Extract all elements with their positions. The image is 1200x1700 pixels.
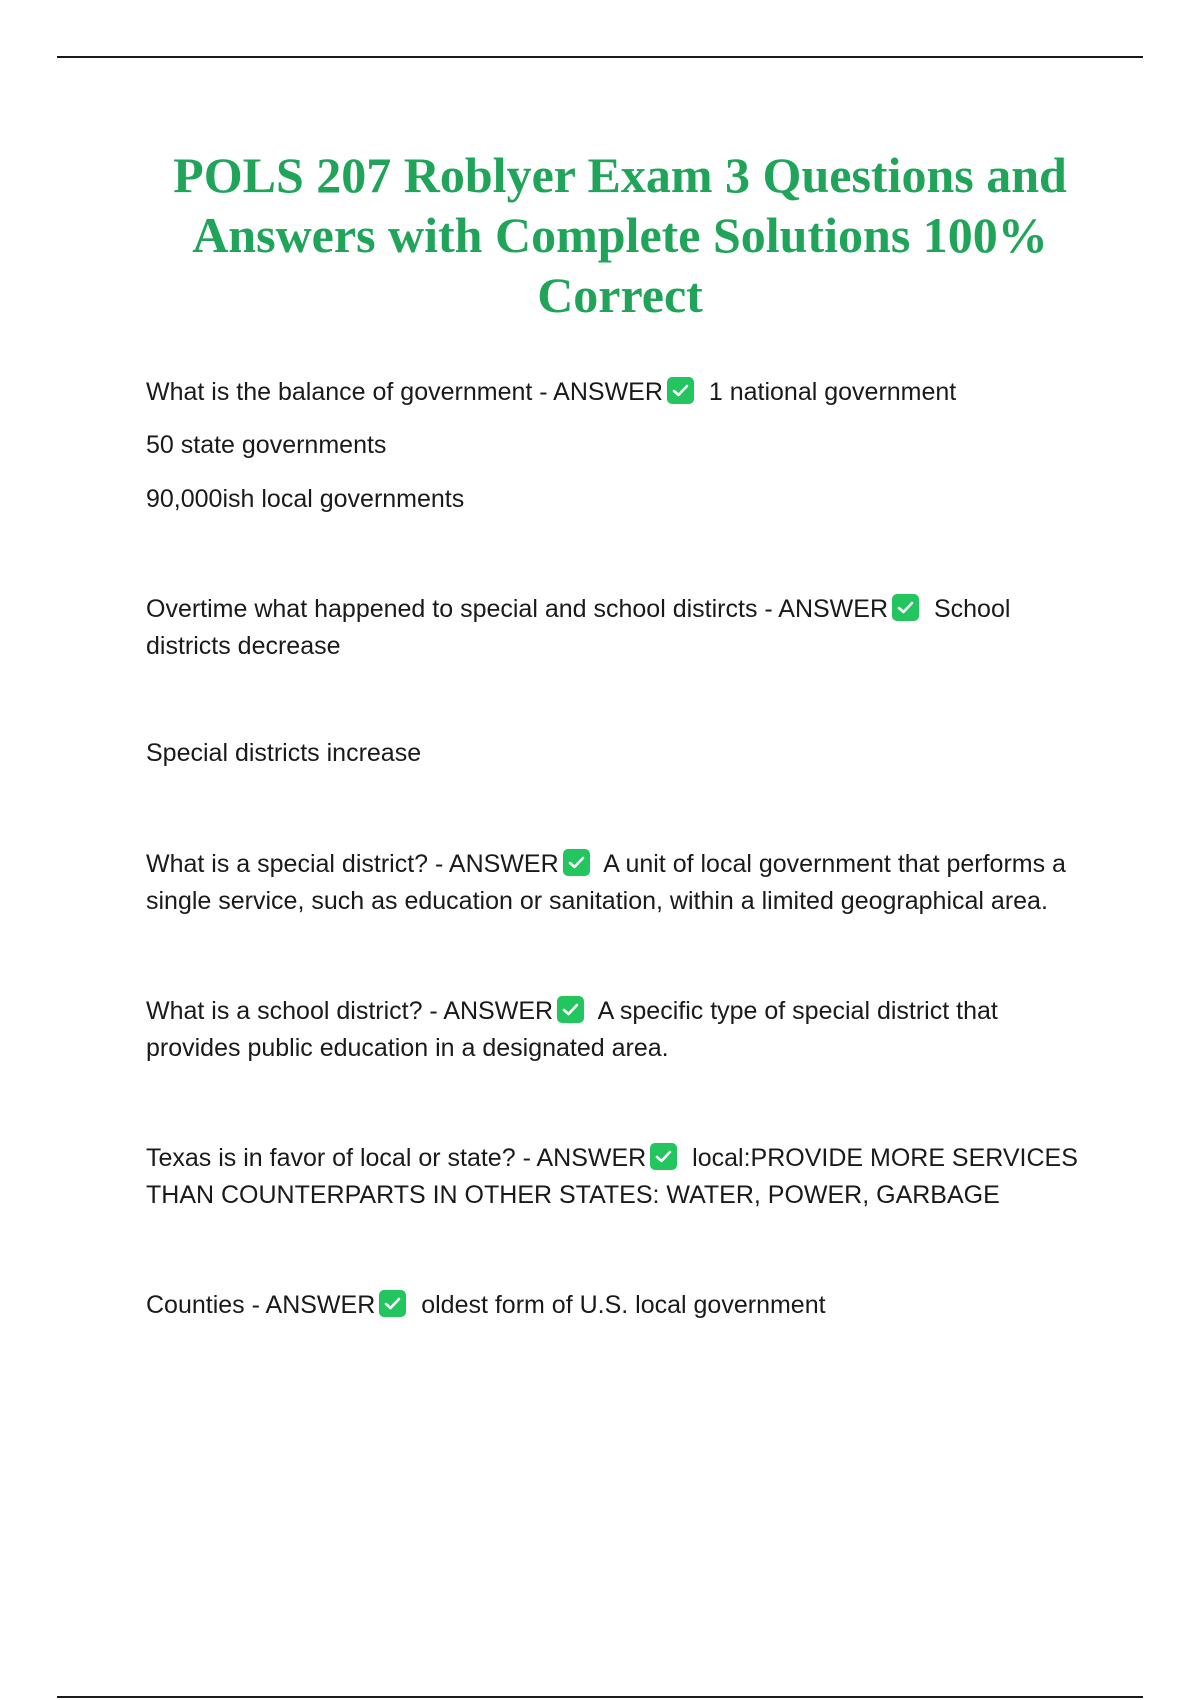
answer-continuation: 50 state governments	[146, 431, 387, 459]
qa-line	[146, 993, 1086, 1067]
answer-text: School districts decrease	[146, 595, 1011, 660]
check-icon	[379, 1290, 406, 1317]
answer-text: oldest form of U.S. local government	[421, 1291, 826, 1319]
answer-text: local:PROVIDE MORE SERVICES THAN COUNTERPARTS IN OTHER STATES: WATER, POWER, GARBAGE	[146, 1144, 1078, 1209]
qa-item	[146, 1140, 1086, 1214]
qa-line	[146, 1287, 1086, 1324]
check-icon	[892, 594, 919, 621]
answer-label: ANSWER	[265, 1291, 376, 1319]
answer-continuation: 90,000ish local governments	[146, 485, 465, 513]
answer-text: 1 national government	[708, 378, 957, 406]
document-title: POLS 207 Roblyer Exam 3 Questions and Answers with Complete Solutions 100% Correct	[173, 147, 1067, 323]
check-icon	[667, 377, 694, 404]
top-rule	[57, 56, 1143, 58]
answer-label: ANSWER	[553, 378, 663, 406]
answer-label: ANSWER	[536, 1144, 647, 1172]
qa-item	[146, 1287, 1086, 1324]
qa-line	[146, 374, 1086, 411]
qa-line	[146, 591, 1086, 665]
bottom-rule	[57, 1696, 1143, 1698]
document-body	[146, 374, 1086, 1324]
check-icon	[650, 1143, 677, 1170]
answer-label: ANSWER	[443, 997, 554, 1025]
answer-text: A specific type of special district that provides public education in a designated area.	[146, 997, 998, 1062]
question-text: What is the balance of government -	[146, 378, 554, 406]
qa-item	[146, 591, 1086, 772]
answer-label: ANSWER	[448, 850, 559, 878]
answer-continuation: Special districts increase	[146, 739, 422, 767]
question-text: What is a school district? -	[146, 997, 444, 1025]
question-text: Overtime what happened to special and school distircts -	[146, 595, 779, 623]
qa-item	[146, 846, 1086, 920]
check-icon	[563, 849, 590, 876]
check-icon	[557, 996, 584, 1023]
qa-item	[146, 374, 1086, 518]
qa-line	[146, 846, 1086, 920]
answer-label: ANSWER	[778, 595, 889, 623]
qa-item	[146, 993, 1086, 1067]
question-text: What is a special district? -	[146, 850, 449, 878]
answer-text: A unit of local government that performs a single service, such as education or sanitation, within a limited geographical area.	[146, 850, 1066, 915]
question-text: Texas is in favor of local or state? -	[146, 1144, 537, 1172]
question-text: Counties -	[146, 1291, 266, 1319]
qa-line	[146, 1140, 1086, 1214]
